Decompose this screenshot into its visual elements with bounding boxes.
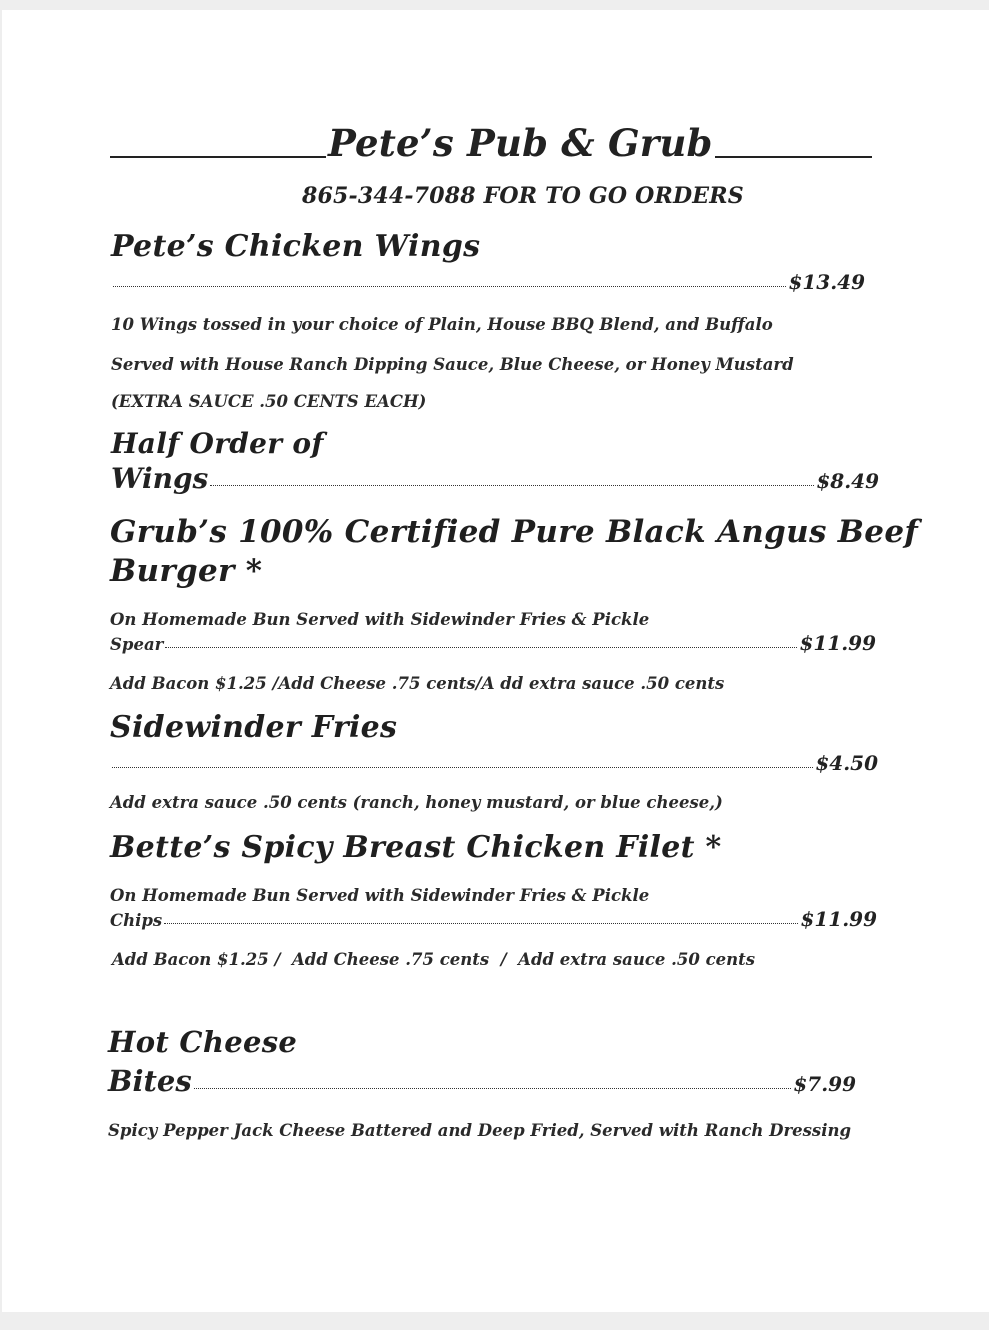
dot-leader bbox=[112, 767, 813, 768]
burger-description-1: On Homemade Bun Served with Sidewinder Fries & Pickle bbox=[110, 610, 650, 629]
chicken-filet-addons: Add Bacon $1.25 / Add Cheese .75 cents / Add extra sauce .50 cents bbox=[112, 950, 756, 969]
wings-title: Pete’s Chicken Wings bbox=[111, 229, 481, 264]
burger-title-2: Burger * bbox=[110, 553, 263, 589]
cheese-bites-description: Spicy Pepper Jack Cheese Battered and Deep Fried, Served with Ranch Dressing bbox=[108, 1121, 852, 1140]
fries-title: Sidewinder Fries bbox=[110, 710, 398, 745]
fries-price: $4.50 bbox=[815, 751, 878, 775]
wings-price-row bbox=[111, 270, 865, 294]
dot-leader bbox=[165, 647, 797, 648]
dot-leader bbox=[194, 1088, 792, 1089]
cheese-bites-price-row bbox=[108, 1064, 856, 1098]
burger-price: $11.99 bbox=[799, 631, 876, 655]
half-wings-title-2: Wings bbox=[111, 462, 209, 495]
chicken-filet-description-2: Chips bbox=[110, 911, 163, 930]
phone-line: 865-344-7088 FOR TO GO ORDERS bbox=[302, 183, 744, 209]
cheese-bites-price: $7.99 bbox=[793, 1072, 856, 1096]
fries-price-row bbox=[110, 751, 878, 775]
dot-leader bbox=[210, 485, 814, 486]
half-wings-price: $8.49 bbox=[816, 469, 879, 493]
chicken-filet-description-1: On Homemade Bun Served with Sidewinder Fries & Pickle bbox=[110, 886, 650, 905]
cheese-bites-title-1: Hot Cheese bbox=[108, 1025, 298, 1059]
wings-description-1: 10 Wings tossed in your choice of Plain, House BBQ Blend, and Buffalo bbox=[111, 315, 773, 334]
chicken-filet-price-row bbox=[110, 907, 877, 931]
half-wings-price-row bbox=[111, 462, 879, 495]
restaurant-name: Pete’s Pub & Grub bbox=[328, 121, 713, 165]
burger-description-2: Spear bbox=[110, 635, 164, 654]
fries-addons: Add extra sauce .50 cents (ranch, honey mustard, or blue cheese,) bbox=[110, 793, 723, 812]
chicken-filet-title: Bette’s Spicy Breast Chicken Filet * bbox=[110, 830, 722, 865]
dot-leader bbox=[164, 923, 798, 924]
burger-addons: Add Bacon $1.25 /Add Cheese .75 cents/A dd extra sauce .50 cents bbox=[110, 674, 725, 693]
burger-title-1: Grub’s 100% Certified Pure Black Angus Beef bbox=[110, 514, 918, 550]
wings-description-3: (EXTRA SAUCE .50 CENTS EACH) bbox=[111, 392, 427, 411]
cheese-bites-title-2: Bites bbox=[108, 1064, 192, 1098]
dot-leader bbox=[113, 286, 786, 287]
chicken-filet-price: $11.99 bbox=[800, 907, 877, 931]
wings-price: $13.49 bbox=[788, 270, 865, 294]
half-wings-title-1: Half Order of bbox=[111, 427, 324, 460]
wings-description-2: Served with House Ranch Dipping Sauce, Blue Cheese, or Honey Mustard bbox=[111, 355, 794, 374]
burger-price-row bbox=[110, 631, 876, 655]
